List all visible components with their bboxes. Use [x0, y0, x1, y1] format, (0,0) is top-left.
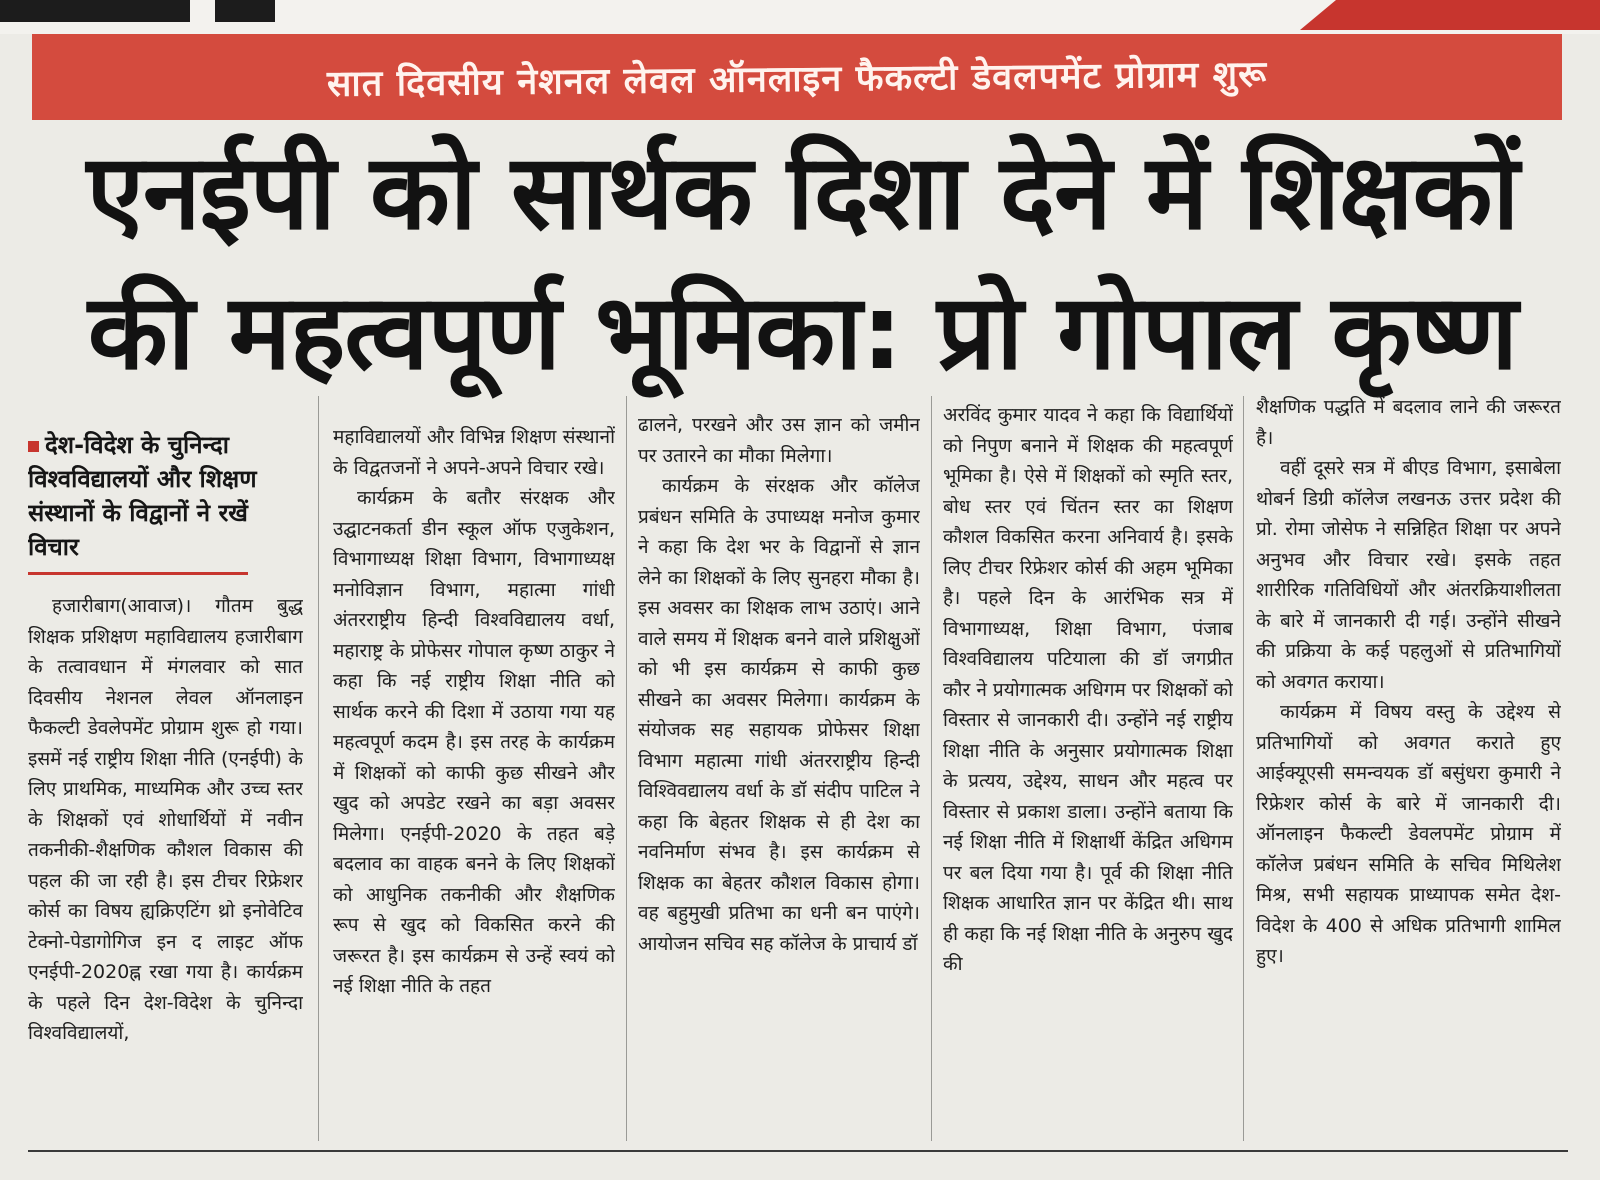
article-body	[28, 392, 1568, 1152]
paragraph: महाविद्यालयों और विभिन्न शिक्षण संस्थानों के विद्वतजनों ने अपने-अपने विचार रखे।	[333, 426, 615, 479]
bullet-icon	[28, 441, 39, 452]
column-divider	[626, 396, 627, 1141]
kicker-banner	[32, 34, 1562, 120]
article-column-2	[333, 422, 615, 1177]
paragraph: हजारीबाग(आवाज)। गौतम बुद्ध शिक्षक प्रशिक्षण महाविद्यालय हजारीबाग के तत्वावधान में मंगलवार को सात दिवसीय नेशनल लेवल ऑनलाइन फैकल्टी डेवलेपमेंट प्रोग्राम शुरू हो गया। इसमें नई राष्ट्रीय शिक्षा नीति (एनईपी) के लिए प्राथमिक, माध्यमिक और उच्च स्तर के शिक्षकों एवं शोधार्थियों में नवीन तकनीकी-शैक्षणिक कौशल विकास की पहल की जा रही है। इस टीचर रिफ्रेशर कोर्स का विषय ह्यक्रिएटिंग थ्रो इनोवेटिव टेक्नो-पेडागोगिज इन द लाइट ऑफ एनईपी-2020ह्न रखा गया है। कार्यक्रम के पहले दिन देश-विदेश के चुनिन्दा विश्वविद्यालयों,	[28, 595, 303, 1044]
column-divider	[318, 396, 319, 1141]
masthead-strip	[0, 0, 1600, 34]
masthead-fragment	[0, 0, 190, 22]
paragraph: वहीं दूसरे सत्र में बीएड विभाग, इसाबेला थोबर्न डिग्री कॉलेज लखनऊ उत्तर प्रदेश की प्रो. रोमा जोसेफ ने सन्निहित शिक्षा पर अपने अनुभव और विचार रखे। इसके तहत शारीरिक गतिविधियों और अंतरक्रियाशीलता के बारे में जानकारी दी गई। उन्होंने सीखने की प्रक्रिया के कई पहलुओं से प्रतिभागियों को अवगत कराया।	[1256, 457, 1561, 693]
article-column-1	[28, 392, 303, 1147]
column-divider	[931, 396, 932, 1141]
paragraph: अरविंद कुमार यादव ने कहा कि विद्यार्थियों को निपुण बनाने में शिक्षक की महत्वपूर्ण भूमिका है। ऐसे में शिक्षकों को स्मृति स्तर, बोध स्तर एवं चिंतन स्तर का शिक्षण कौशल विकसित करना अनिवार्य है। इसके लिए टीचर रिफ्रेशर कोर्स की अहम भूमिका है। पहले दिन के आरंभिक सत्र में विभागाध्यक्ष, शिक्षा विभाग, पंजाब विश्वविद्यालय पटियाला की डॉ जगप्रीत कौर ने प्रयोगात्मक अधिगम पर शिक्षकों को विस्तार से जानकारी दी। उन्होंने नई राष्ट्रीय शिक्षा नीति के अनुसार प्रयोगात्मक शिक्षा के प्रत्यय, उद्देश्य, साधन और महत्व पर विस्तार से प्रकाश डाला। उन्होंने बताया कि नई शिक्षा नीति में शिक्षार्थी केंद्रित अधिगम पर बल दिया गया है। पूर्व की शिक्षा नीति शिक्षक आधारित ज्ञान पर केंद्रित थी। साथ ही कहा कि नई शिक्षा नीति के अनुरुप खुद की	[943, 404, 1233, 975]
headline	[40, 122, 1565, 402]
subheading-rule	[28, 572, 248, 575]
paragraph: कार्यक्रम के संरक्षक और कॉलेज प्रबंधन समिति के उपाध्यक्ष मनोज कुमार ने कहा कि देश भर के विद्वानों से ज्ञान लेने का शिक्षकों के लिए सुनहरा मौका है। इस अवसर का शिक्षक लाभ उठाएं। आने वाले समय में शिक्षक बनने वाले प्रशिक्षुओं को भी इस कार्यक्रम से काफी कुछ सीखने का अवसर मिलेगा। कार्यक्रम के संयोजक सह सहायक प्रोफेसर शिक्षा विभाग महात्मा गांधी अंतरराष्ट्रीय हिन्दी विश्विवद्यालय वर्धा के डॉ संदीप पाटिल ने कहा कि बेहतर शिक्षक से ही देश का नवनिर्माण संभव है। इस कार्यक्रम से शिक्षक का बेहतर कौशल विकास होगा। वह बहुमुखी प्रतिभा का धनी बन पाएंगे। आयोजन सचिव सह कॉलेज के प्राचार्य डॉ	[638, 475, 920, 955]
paragraph: शैक्षणिक पद्धति में बदलाव लाने की जरूरत है।	[1256, 396, 1561, 449]
article-column-3	[638, 410, 920, 1165]
article-column-5	[1256, 392, 1561, 1147]
bottom-rule	[28, 1150, 1568, 1152]
masthead-fragment	[215, 0, 275, 22]
paragraph: कार्यक्रम में विषय वस्तु के उद्देश्य से प्रतिभागियों को अवगत कराते हुए आईक्यूएसी समन्वयक डॉ बसुंधरा कुमारी ने रिफ्रेशर कोर्स के बारे में जानकारी दी। ऑनलाइन फैकल्टी डेवलपमेंट प्रोग्राम में कॉलेज प्रबंधन समिति के सचिव मिथिलेश मिश्र, सभी सहायक प्राध्यापक समेत देश-विदेश के 400 से अधिक प्रतिभागी शामिल हुए।	[1256, 701, 1561, 967]
column-divider	[1243, 396, 1244, 1141]
paragraph: ढालने, परखने और उस ज्ञान को जमीन पर उतारने का मौका मिलेगा।	[638, 414, 920, 467]
subheading	[28, 428, 303, 564]
subheading-text: देश-विदेश के चुनिन्दा विश्वविद्यालयों और शिक्षण संस्थानों के विद्वानों ने रखें विचार	[28, 431, 257, 561]
kicker-text: सात दिवसीय नेशनल लेवल ऑनलाइन फैकल्टी डेवलपमेंट प्रोग्राम शुरू	[326, 53, 1268, 105]
paragraph: कार्यक्रम के बतौर संरक्षक और उद्घाटनकर्ता डीन स्कूल ऑफ एजुकेशन, विभागाध्यक्ष शिक्षा विभाग, विभागाध्यक्ष मनोविज्ञान विभाग, महात्मा गांधी अंतरराष्ट्रीय हिन्दी विश्वविद्यालय वर्धा, महाराष्ट्र के प्रोफेसर गोपाल कृष्ण ठाकुर ने कहा कि नई राष्ट्रीय शिक्षा नीति को सार्थक करने की दिशा में उठाया गया यह महत्वपूर्ण कदम है। इस तरह के कार्यक्रम में शिक्षकों को काफी कुछ सीखने और खुद को अपडेट रखने का बड़ा अवसर मिलेगा। एनईपी-2020 के तहत बड़े बदलाव का वाहक बनने के लिए शिक्षकों को आधुनिक तकनीकी और शैक्षणिक रूप से खुद को विकसित करने की जरूरत है। इस कार्यक्रम से उन्हें स्वयं को नई शिक्षा नीति के तहत	[333, 487, 615, 997]
corner-banner	[1300, 0, 1600, 30]
headline-line-1: एनईपी को सार्थक दिशा देने में शिक्षकों	[86, 131, 1519, 253]
article-column-4	[943, 400, 1233, 1155]
headline-line-2: की महत्वपूर्ण भूमिका: प्रो गोपाल कृष्ण	[87, 271, 1518, 393]
